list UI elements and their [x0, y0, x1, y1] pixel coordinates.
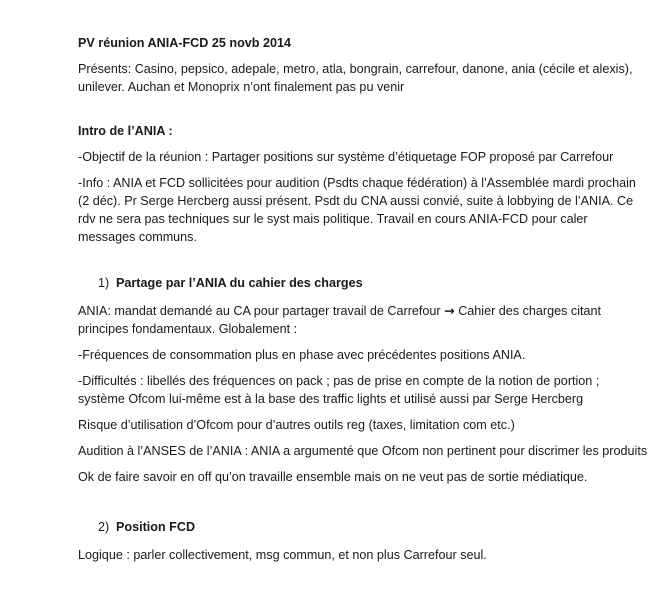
section-1-frequencies: -Fréquences de consommation plus en phase avec précédentes positions ANIA. — [78, 348, 526, 362]
section-2-number: 2) — [98, 520, 110, 534]
section-1-number: 1) — [98, 276, 110, 290]
section-1-heading — [78, 274, 648, 292]
section-1-difficulties: -Difficultés : libellés des fréquences on pack ; pas de prise en compte de la notion de portion ; système Ofcom lui-même est à la base des traffic lights et utilisé aussi par Serge Hercberg — [78, 374, 600, 406]
right-arrow-icon: → — [444, 303, 455, 318]
section-1-audition: Audition à l’ANSES de l’ANIA : ANIA a argumenté que Ofcom non pertinent pour discrimer les produits — [78, 444, 648, 458]
section-1-ok: Ok de faire savoir en off qu’on travaille ensemble mais on ne veut pas de sortie médiatique. — [78, 470, 588, 484]
section-2-logic: Logique : parler collectivement, msg commun, et non plus Carrefour seul. — [78, 548, 487, 562]
document-title: PV réunion ANIA-FCD 25 novb 2014 — [78, 36, 291, 50]
section-2-heading — [78, 518, 648, 536]
intro-heading: Intro de l’ANIA : — [78, 124, 173, 138]
section-2-title: Position FCD — [116, 520, 196, 534]
section-1-risk: Risque d’utilisation d’Ofcom pour d’autres outils reg (taxes, limitation com etc.) — [78, 418, 515, 432]
intro-objective: -Objectif de la réunion : Partager positions sur système d’étiquetage FOP proposé par Carrefour — [78, 150, 614, 164]
mandate-text-after: Cahier des charges citant principes fondamentaux. Globalement : — [78, 304, 601, 336]
attendees-paragraph: Présents: Casino, pepsico, adepale, metro, atla, bongrain, carrefour, danone, ania (cécile et alexis), unilever. Auchan et Monoprix n’ont finalement pas pu venir — [78, 62, 633, 94]
mandate-text-before: ANIA: mandat demandé au CA pour partager travail de Carrefour — [78, 304, 441, 318]
document-page — [78, 34, 648, 572]
section-1-mandate — [78, 302, 648, 338]
intro-info: -Info : ANIA et FCD sollicitées pour audition (Psdts chaque fédération) à l’Assemblée mardi prochain (2 déc). Pr Serge Hercberg aussi présent. Psdt du CNA aussi convié, suite à lobbying de l’ANIA. Ce rdv ne sera pas techniques sur le syst mais politique. Travail en cours ANIA-FCD pour caler messages communs. — [78, 176, 636, 244]
section-1-title: Partage par l’ANIA du cahier des charges — [116, 276, 363, 290]
